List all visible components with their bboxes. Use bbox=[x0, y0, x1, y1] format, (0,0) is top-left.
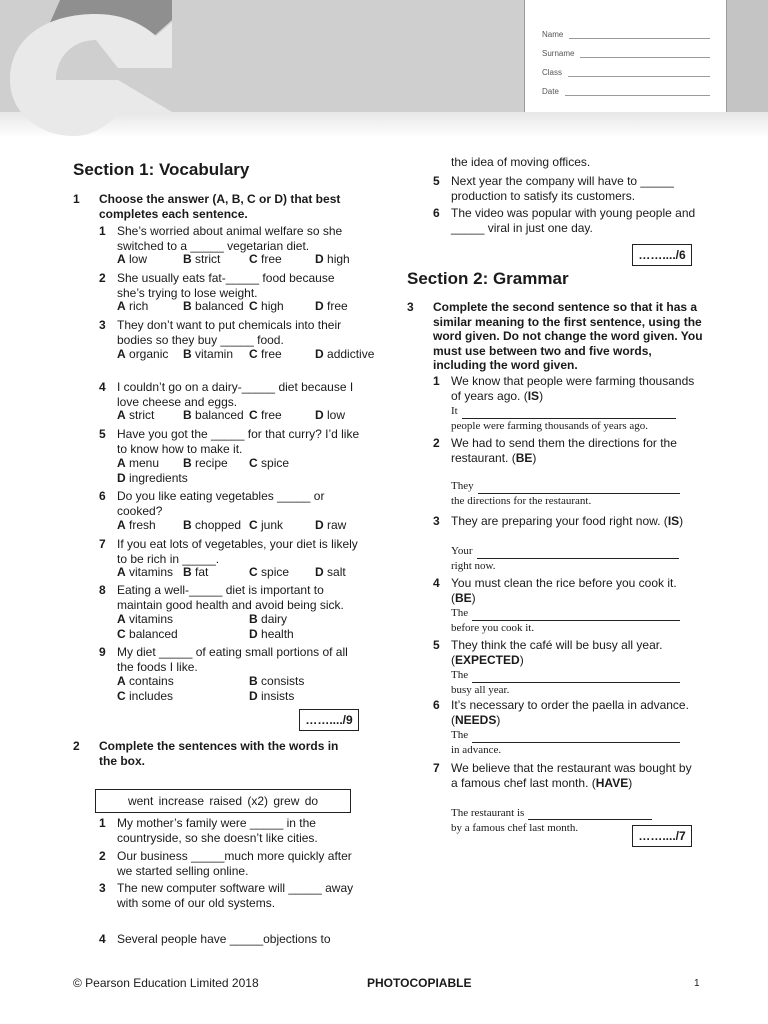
q1-option-letter: A bbox=[117, 612, 126, 626]
q3-start-words: Your bbox=[451, 545, 473, 557]
q1-option-letter: C bbox=[117, 688, 126, 703]
q1-option bbox=[183, 456, 228, 471]
q1-option-text: spice bbox=[261, 456, 290, 470]
q1-option-letter: B bbox=[183, 252, 192, 266]
q1-option-letter: A bbox=[117, 347, 126, 361]
q1-option-text: spice bbox=[261, 565, 290, 579]
q3-item-text: We had to send them the directions for the restaurant. bbox=[451, 436, 677, 465]
q1-option-letter: C bbox=[249, 252, 258, 266]
q3-item-text: They are preparing your food right now. bbox=[451, 514, 661, 528]
q1-number: 1 bbox=[73, 192, 80, 206]
q1-option-letter: A bbox=[117, 456, 126, 470]
q1-options bbox=[117, 612, 363, 642]
q3-answer-blank[interactable] bbox=[472, 608, 680, 621]
q1-options bbox=[117, 347, 375, 377]
q1-item-number: 5 bbox=[99, 427, 106, 441]
q1-option-text: insists bbox=[261, 688, 295, 703]
q2-item-text: Several people have _____objections to bbox=[117, 932, 331, 946]
q3-answer-blank[interactable] bbox=[478, 481, 680, 494]
q3-start-words: The bbox=[451, 607, 469, 619]
q1-option-text: fresh bbox=[129, 518, 156, 532]
q1-option bbox=[117, 627, 178, 642]
q1-option-letter: A bbox=[117, 299, 126, 313]
q3-answer-start bbox=[451, 668, 683, 683]
q1-option-text: strict bbox=[129, 408, 155, 422]
q1-option bbox=[249, 408, 282, 423]
q2-number: 2 bbox=[73, 739, 80, 753]
q3-item-number: 7 bbox=[433, 761, 440, 775]
photocopiable-label: PHOTOCOPIABLE bbox=[367, 976, 472, 990]
q1-option-text: low bbox=[327, 408, 346, 422]
q1-option-letter: D bbox=[249, 626, 258, 641]
q3-start-words: The bbox=[451, 729, 469, 741]
q3-item-number: 2 bbox=[433, 436, 440, 450]
date-field[interactable] bbox=[542, 87, 710, 96]
q1-option-letter: D bbox=[249, 688, 258, 703]
q1-option-letter: D bbox=[315, 347, 324, 361]
q1-option-letter: A bbox=[117, 408, 126, 422]
q1-option-text: consists bbox=[261, 674, 305, 688]
q1-option bbox=[315, 565, 346, 580]
q2-score-box: ……..../6 bbox=[632, 244, 692, 266]
q3-answer-blank[interactable] bbox=[472, 670, 680, 683]
q2-item bbox=[99, 849, 361, 878]
q1-option bbox=[117, 252, 147, 267]
q3-item-text: You must clean the rice before you cook it. bbox=[451, 576, 677, 590]
q1-option-letter: D bbox=[315, 518, 324, 532]
q1-option-letter: C bbox=[249, 347, 258, 361]
page-number: 1 bbox=[694, 978, 700, 989]
q2-item-text: Next year the company will have to _____ production to satisfy its customers. bbox=[451, 174, 674, 203]
q1-option bbox=[249, 627, 294, 642]
q1-option bbox=[249, 347, 282, 362]
q2-item bbox=[99, 932, 361, 947]
q1-option bbox=[183, 252, 220, 267]
q3-answer-end: the directions for the restaurant. bbox=[451, 495, 592, 507]
q1-score-box: ……..../9 bbox=[299, 709, 359, 731]
q1-item bbox=[99, 537, 363, 566]
q3-item: 3 They are preparing your food right now. (IS) bbox=[433, 514, 684, 528]
q3-key-word: NEEDS bbox=[455, 712, 497, 727]
q3-item-text: We believe that the restaurant was bought by a famous chef last month. bbox=[451, 761, 692, 790]
q1-option-letter: D bbox=[315, 252, 324, 266]
q1-option-text: health bbox=[261, 626, 294, 641]
q3-item: 2 We had to send them the directions for the restaurant. (BE) bbox=[433, 436, 677, 465]
q1-option-letter: A bbox=[117, 674, 126, 688]
q1-option-text: dairy bbox=[261, 612, 288, 626]
q1-option-text: recipe bbox=[195, 456, 228, 470]
q3-item: 6 It’s necessary to order the paella in advance. (NEEDS) bbox=[433, 698, 689, 727]
q1-option-letter: B bbox=[183, 565, 192, 579]
q1-option-letter: B bbox=[183, 456, 192, 470]
q1-option-text: vitamins bbox=[129, 565, 174, 579]
q1-item-text: I couldn’t go on a dairy-_____ diet because I love cheese and eggs. bbox=[117, 380, 354, 409]
q3-item-text: We know that people were farming thousands of years ago. bbox=[451, 374, 695, 403]
student-info-box bbox=[524, 0, 727, 112]
q1-option-letter: C bbox=[249, 408, 258, 422]
q2-item-text: Our business _____much more quickly after we started selling online. bbox=[117, 849, 352, 878]
q1-option-text: low bbox=[129, 252, 148, 266]
q1-option bbox=[117, 689, 173, 704]
section1-title: Section 1: Vocabulary bbox=[73, 160, 250, 179]
q1-option bbox=[249, 456, 289, 471]
q1-option bbox=[183, 518, 241, 533]
q3-item: 5 They think the café will be busy all year. (EXPECTED) bbox=[433, 638, 663, 667]
q1-item-text: She usually eats fat-_____ food because she’s trying to lose weight. bbox=[117, 271, 335, 300]
q3-number: 3 bbox=[407, 300, 414, 314]
q3-item-number: 5 bbox=[433, 638, 440, 652]
q1-option bbox=[315, 408, 345, 423]
class-label: Class bbox=[542, 68, 563, 77]
q1-option-text: chopped bbox=[195, 518, 242, 532]
q1-option-text: free bbox=[327, 299, 348, 313]
q1-option-text: strict bbox=[195, 252, 221, 266]
q3-answer-end: busy all year. bbox=[451, 684, 510, 696]
q1-option-letter: A bbox=[117, 565, 126, 579]
q1-option-text: high bbox=[327, 252, 350, 266]
name-field[interactable] bbox=[542, 30, 710, 39]
q1-item bbox=[99, 224, 363, 253]
q3-key-word: BE bbox=[515, 450, 533, 465]
q3-answer-blank[interactable] bbox=[528, 807, 652, 820]
q3-answer-end: people were farming thousands of years ago. bbox=[451, 420, 649, 432]
q1-item-text: She’s worried about animal welfare so she switched to a _____ vegetarian diet. bbox=[117, 224, 343, 253]
q1-option bbox=[249, 252, 282, 267]
q2-item-number: 4 bbox=[99, 932, 106, 946]
q1-option bbox=[183, 565, 208, 580]
q1-option-letter: D bbox=[315, 299, 324, 313]
q3-answer-start bbox=[451, 479, 683, 494]
q2-item bbox=[99, 816, 361, 845]
q3-item-text: They think the café will be busy all year. bbox=[451, 638, 663, 652]
q1-option-letter: C bbox=[249, 565, 258, 579]
q2-instruction: Complete the sentences with the words in the box. bbox=[99, 739, 339, 768]
q1-item-number: 6 bbox=[99, 489, 106, 503]
q2-item-text: My mother’s family were _____ in the countryside, so she doesn’t like cities. bbox=[117, 816, 318, 845]
header-right-strip bbox=[725, 0, 768, 112]
q1-option-letter: C bbox=[117, 626, 126, 641]
q1-item bbox=[99, 318, 363, 347]
q1-item-number: 2 bbox=[99, 271, 106, 285]
q1-item-number: 1 bbox=[99, 224, 106, 238]
q1-option-text: high bbox=[261, 299, 284, 313]
q1-item bbox=[99, 645, 363, 674]
q3-item-number: 3 bbox=[433, 514, 440, 528]
q3-key-word: EXPECTED bbox=[455, 652, 520, 667]
q1-option-text: addictive bbox=[327, 347, 375, 361]
q1-item-text: Have you got the _____ for that curry? I’d like to know how to make it. bbox=[117, 427, 360, 456]
q1-option bbox=[249, 518, 283, 533]
q1-option bbox=[117, 471, 188, 486]
q3-start-words: They bbox=[451, 480, 474, 492]
q1-option-letter: B bbox=[183, 408, 192, 422]
q1-option bbox=[117, 299, 148, 314]
q2-item-text: The new computer software will _____ away with some of our old systems. bbox=[117, 881, 354, 910]
q1-item bbox=[99, 380, 363, 409]
q3-answer-blank[interactable] bbox=[477, 546, 679, 559]
q1-option bbox=[315, 518, 346, 533]
q3-item-text: It’s necessary to order the paella in advance. bbox=[451, 698, 689, 712]
publisher-logo-graphic bbox=[0, 0, 240, 140]
q1-option-text: junk bbox=[261, 518, 284, 532]
q1-option-text: balanced bbox=[195, 408, 244, 422]
q3-answer-blank[interactable] bbox=[462, 406, 676, 419]
q1-option-letter: D bbox=[117, 470, 126, 485]
q2-item-text: the idea of moving offices. bbox=[451, 155, 591, 169]
q3-item: 4 You must clean the rice before you cook it. (BE) bbox=[433, 576, 677, 605]
q1-option bbox=[249, 674, 304, 689]
class-field[interactable] bbox=[542, 68, 710, 77]
q1-option bbox=[117, 347, 168, 362]
q1-option-letter: D bbox=[315, 565, 324, 579]
q1-option bbox=[117, 456, 159, 471]
q1-option-text: free bbox=[261, 252, 282, 266]
section2-title: Section 2: Grammar bbox=[407, 269, 569, 288]
q1-option-text: fat bbox=[195, 565, 209, 579]
q1-option bbox=[183, 299, 244, 314]
q3-answer-blank[interactable] bbox=[472, 730, 680, 743]
q3-item-number: 1 bbox=[433, 374, 440, 388]
q1-item-text: They don’t want to put chemicals into their bodies so they buy _____ food. bbox=[117, 318, 342, 347]
q1-option bbox=[117, 518, 156, 533]
q3-answer-start bbox=[451, 806, 683, 821]
surname-field[interactable] bbox=[542, 49, 710, 58]
q1-option bbox=[315, 347, 374, 362]
q3-answer-end: right now. bbox=[451, 560, 496, 572]
q1-option-letter: C bbox=[249, 456, 258, 470]
q1-option-letter: B bbox=[249, 612, 258, 626]
q1-option bbox=[249, 299, 284, 314]
q1-item-text: Do you like eating vegetables _____ or cooked? bbox=[117, 489, 325, 518]
name-label: Name bbox=[542, 30, 564, 39]
q1-item-text: My diet _____ of eating small portions of all the foods I like. bbox=[117, 645, 348, 674]
q1-option-text: menu bbox=[129, 456, 160, 470]
q2-item-number: 3 bbox=[99, 881, 106, 895]
q3-answer-start bbox=[451, 404, 683, 419]
q2-item bbox=[433, 174, 701, 203]
q2-item bbox=[433, 206, 701, 235]
q3-start-words: It bbox=[451, 405, 458, 417]
q1-option bbox=[249, 612, 287, 627]
q1-option-text: free bbox=[261, 347, 282, 361]
q1-option bbox=[117, 674, 174, 689]
q1-option bbox=[117, 408, 154, 423]
q3-score-box: ……..../7 bbox=[632, 825, 692, 847]
q1-option-letter: B bbox=[249, 674, 258, 688]
q3-item-number: 4 bbox=[433, 576, 440, 590]
surname-label: Surname bbox=[542, 49, 575, 58]
q1-item-text: If you eat lots of vegetables, your diet is likely to be rich in _____. bbox=[117, 537, 358, 566]
q2-item bbox=[451, 155, 701, 170]
q1-option-text: balanced bbox=[129, 626, 178, 641]
q1-option bbox=[315, 252, 350, 267]
q1-option-letter: B bbox=[183, 518, 192, 532]
q3-instruction: Complete the second sentence so that it has a similar meaning to the first sentence, using the word given. Do not change the word given. You must use between two and five words, including the word given. bbox=[433, 300, 703, 372]
q1-option-text: vitamins bbox=[129, 612, 174, 626]
q3-answer-start bbox=[451, 728, 683, 743]
q1-option-text: ingredients bbox=[129, 470, 188, 485]
copyright: © Pearson Education Limited 2018 bbox=[73, 976, 259, 990]
q1-options bbox=[117, 456, 363, 486]
q1-item bbox=[99, 271, 363, 300]
q1-option-text: free bbox=[261, 408, 282, 422]
q3-answer-start bbox=[451, 606, 683, 621]
q2-item bbox=[99, 881, 361, 910]
q1-item bbox=[99, 583, 363, 612]
q3-item: 1 We know that people were farming thousands of years ago. (IS) bbox=[433, 374, 695, 403]
q1-option-text: includes bbox=[129, 688, 174, 703]
q3-item: 7 We believe that the restaurant was bought by a famous chef last month. (HAVE) bbox=[433, 761, 692, 790]
q1-option bbox=[183, 408, 244, 423]
q1-item-number: 8 bbox=[99, 583, 106, 597]
q1-option-letter: C bbox=[249, 299, 258, 313]
q3-answer-end: in advance. bbox=[451, 744, 502, 756]
q3-key-word: IS bbox=[667, 514, 680, 528]
q3-start-words: The restaurant is bbox=[451, 806, 525, 819]
q1-option-text: vitamin bbox=[195, 347, 234, 361]
q2-item-number: 6 bbox=[433, 206, 440, 220]
q1-item-number: 9 bbox=[99, 645, 106, 659]
q3-key-word: BE bbox=[455, 590, 472, 605]
q1-item bbox=[99, 427, 363, 456]
q1-option-text: rich bbox=[129, 299, 149, 313]
q2-item-text: The video was popular with young people and _____ viral in just one day. bbox=[451, 206, 696, 235]
q1-option-letter: A bbox=[117, 252, 126, 266]
q1-option bbox=[117, 565, 173, 580]
date-label: Date bbox=[542, 87, 559, 96]
q1-item-text: Eating a well-_____ diet is important to maintain good health and avoid being sick. bbox=[117, 583, 344, 612]
word-box: went increase raised (x2) grew do bbox=[95, 789, 351, 813]
q1-option-letter: B bbox=[183, 299, 192, 313]
q3-key-word: IS bbox=[527, 388, 540, 403]
q1-instruction: Choose the answer (A, B, C or D) that best completes each sentence. bbox=[99, 192, 341, 221]
q1-option bbox=[315, 299, 348, 314]
q1-option-letter: C bbox=[249, 518, 258, 532]
q3-start-words: The bbox=[451, 669, 469, 681]
q1-option bbox=[249, 565, 289, 580]
q1-option-text: contains bbox=[129, 674, 174, 688]
q1-option-text: balanced bbox=[195, 299, 244, 313]
q1-option bbox=[249, 689, 294, 704]
q1-option-letter: B bbox=[183, 347, 192, 361]
q1-item-number: 7 bbox=[99, 537, 106, 551]
q1-option bbox=[117, 612, 173, 627]
q1-options bbox=[117, 674, 363, 704]
q1-item-number: 3 bbox=[99, 318, 106, 332]
q1-item bbox=[99, 489, 363, 518]
q3-answer-start bbox=[451, 544, 683, 559]
q3-answer-end: before you cook it. bbox=[451, 622, 535, 634]
q1-item-number: 4 bbox=[99, 380, 106, 394]
q3-key-word: HAVE bbox=[595, 775, 629, 790]
q1-option-text: organic bbox=[129, 347, 169, 361]
q1-option-text: salt bbox=[327, 565, 346, 579]
q2-item-number: 2 bbox=[99, 849, 106, 863]
q1-option-text: raw bbox=[327, 518, 347, 532]
q1-option-letter: A bbox=[117, 518, 126, 532]
q2-item-number: 1 bbox=[99, 816, 106, 830]
q3-item-number: 6 bbox=[433, 698, 440, 712]
q1-option-letter: D bbox=[315, 408, 324, 422]
q2-item-number: 5 bbox=[433, 174, 440, 188]
q3-answer-end: by a famous chef last month. bbox=[451, 821, 579, 834]
q1-option bbox=[183, 347, 233, 362]
